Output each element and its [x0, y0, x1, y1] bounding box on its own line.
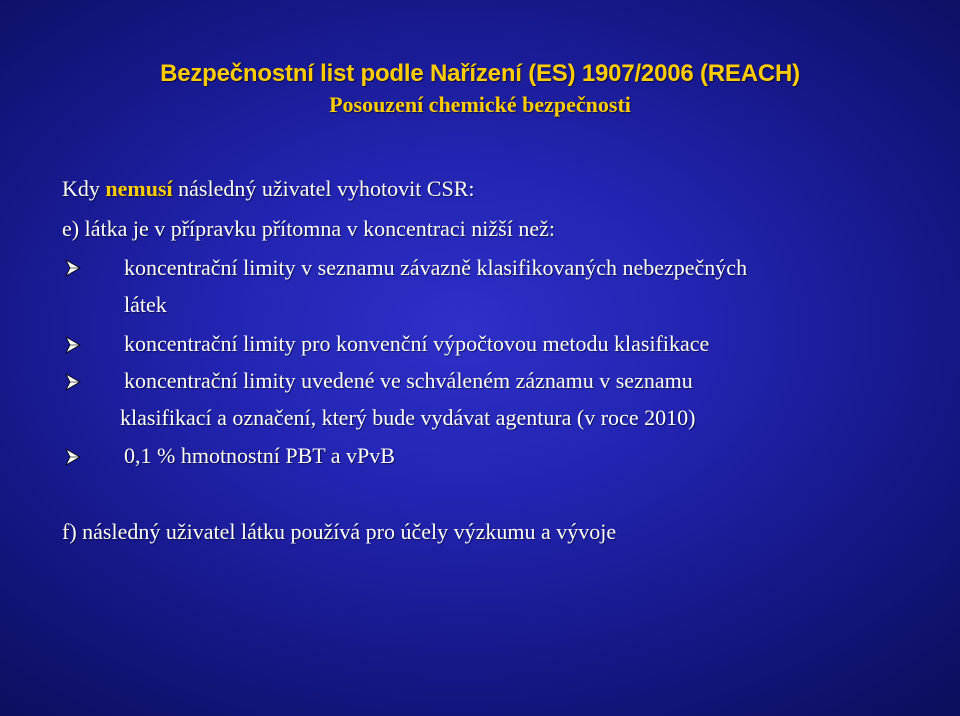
arrowhead-bullet-icon: [64, 335, 82, 355]
bullet-4-line-1: 0,1 % hmotnostní PBT a vPvB: [124, 443, 395, 468]
arrowhead-bullet-icon: [64, 447, 82, 467]
bullet-1-line-1: koncentrační limity v seznamu závazně klasifikovaných nebezpečných: [124, 255, 748, 280]
bullet-3-line-1: koncentrační limity uvedené ve schváleném záznamu v seznamu: [124, 368, 693, 393]
intro-prefix: Kdy: [62, 176, 106, 201]
intro-line: [62, 176, 475, 202]
bullet-3-line-2: klasifikací a označení, který bude vydávat agentura (v roce 2010): [120, 405, 696, 430]
intro-suffix: následný uživatel vyhotovit CSR:: [172, 176, 475, 201]
arrowhead-bullet-icon: [64, 372, 82, 392]
arrowhead-bullet-icon: [64, 258, 82, 278]
bullet-2-line-1: koncentrační limity pro konvenční výpočtovou metodu klasifikace: [124, 331, 710, 356]
slide-title: Bezpečnostní list podle Nařízení (ES) 1907/2006 (REACH): [160, 60, 800, 87]
intro-highlight: nemusí: [105, 176, 173, 201]
item-f: f) následný uživatel látku používá pro účely výzkumu a vývoje: [62, 519, 617, 544]
bullet-1-line-2: látek: [124, 292, 167, 317]
item-e: e) látka je v přípravku přítomna v koncentraci nižší než:: [62, 216, 555, 241]
slide-subtitle: Posouzení chemické bezpečnosti: [329, 92, 631, 117]
